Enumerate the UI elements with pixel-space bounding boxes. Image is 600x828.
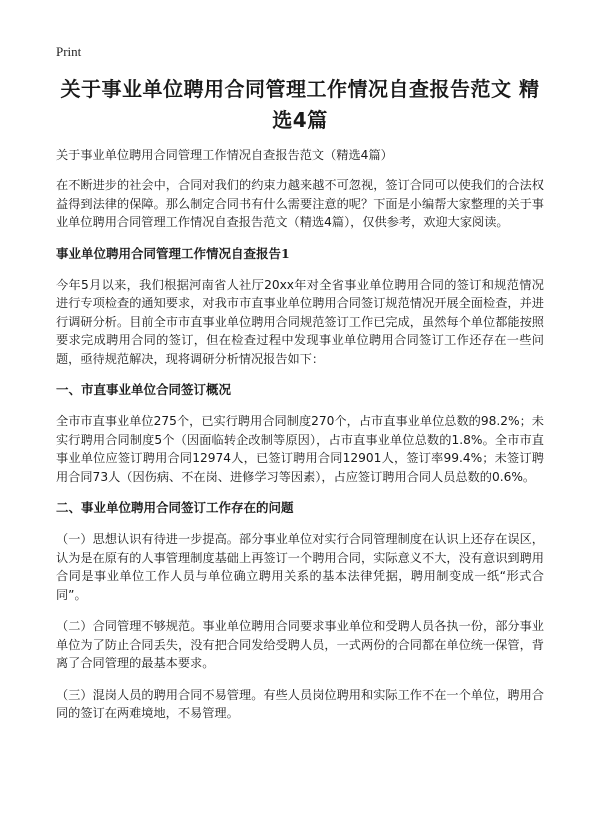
section1-paragraph: 全市市直事业单位275个，已实行聘用合同制度270个，占市直事业单位总数的98.2%；未实行聘用合同制度5个（因面临转企改制等原因），占市直事业单位总数的1.8%。全市市直事业单位应签订聘用合同12974人，已签订聘用合同12901人，签订率99.4%；未签订聘用合同73人（因伤病、不在岗、进修学习等因素），占应签订聘用合同人员总数的0.6%。 [56, 414, 544, 484]
problem1-paragraph: （一）思想认识有待进一步提高。部分事业单位对实行合同管理制度在认识上还存在误区，认为是在原有的人事管理制度基础上再签订一个聘用合同，实际意义不大，没有意识到聘用合同是事业单位工作人员与单位确立聘用关系的基本法律凭据，聘用制变成一纸“形式合同”。 [56, 532, 544, 602]
intro-paragraph: 在不断进步的社会中，合同对我们的约束力越来越不可忽视，签订合同可以使我们的合法权益得到法律的保障。那么制定合同书有什么需要注意的呢？下面是小编帮大家整理的关于事业单位聘用合同管理工作情况自查报告范文（精选4篇），仅供参考，欢迎大家阅读。 [56, 178, 544, 229]
report-intro-paragraph: 今年5月以来，我们根据河南省人社厅20xx年对全省事业单位聘用合同的签订和规范情况进行专项检查的通知要求，对我市市直事业单位聘用合同签订规范情况开展全面检查，并进行调研分析。目前全市市直事业单位聘用合同规范签订工作已完成，虽然每个单位都能按照要求完成聘用合同的签订，但在检查过程中发现事业单位聘用合同签订工作还存在一些问题，亟待规范解决，现将调研分析情况报告如下： [56, 277, 544, 366]
print-link[interactable]: Print [56, 44, 82, 59]
document-title: 关于事业单位聘用合同管理工作情况自查报告范文 精选4篇 [60, 77, 540, 132]
section1-heading: 一、市直事业单位合同签订概况 [56, 382, 232, 397]
report-heading: 事业单位聘用合同管理工作情况自查报告1 [56, 245, 290, 261]
problem2-paragraph: （二）合同管理不够规范。事业单位聘用合同要求事业单位和受聘人员各执一份，部分事业单位为了防止合同丢失，没有把合同发给受聘人员，一式两份的合同都在单位统一保管，背离了合同管理的最基本要求。 [56, 619, 544, 670]
section2-heading: 二、事业单位聘用合同签订工作存在的问题 [56, 500, 294, 515]
problem3-paragraph: （三）混岗人员的聘用合同不易管理。有些人员岗位聘用和实际工作不在一个单位，聘用合同的签订在两难境地，不易管理。 [56, 687, 544, 720]
document-subtitle: 关于事业单位聘用合同管理工作情况自查报告范文（精选4篇） [56, 148, 393, 162]
